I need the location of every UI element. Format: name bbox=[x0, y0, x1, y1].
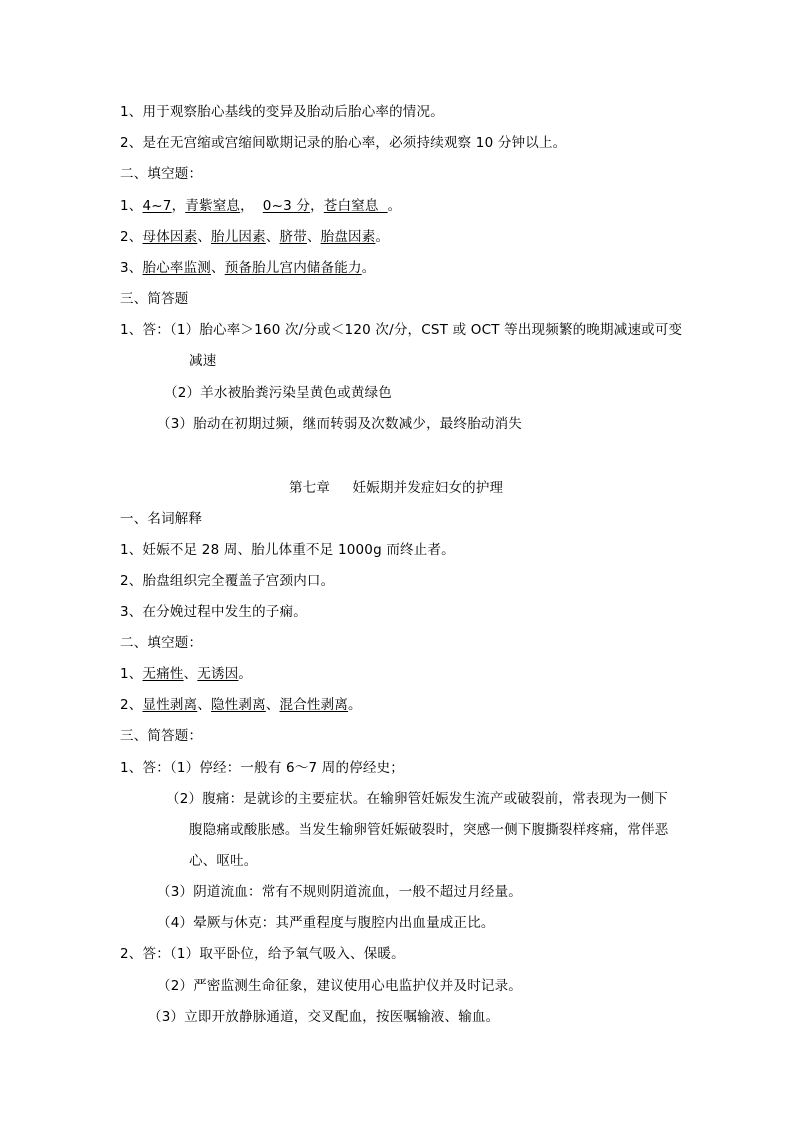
answer-line: （4）晕厥与休克：其严重程度与腹腔内出血量成正比。 bbox=[157, 915, 495, 931]
answer-line: 1、妊娠不足 28 周、胎儿体重不足 1000g 而终止者。 bbox=[120, 542, 455, 558]
answer-line: 1、答：（1）停经：一般有 6～7 周的停经史； bbox=[120, 760, 404, 776]
fill-answer-line: 3、胎心率监测、预备胎儿宫内储备能力。 bbox=[120, 260, 376, 276]
chapter-title: 第七章 妊娠期并发症妇女的护理 bbox=[289, 480, 504, 496]
fill-answer-line: 2、母体因素、胎儿因素、脐带、胎盘因素。 bbox=[120, 229, 390, 245]
answer-line: （3）阴道流血：常有不规则阴道流血，一般不超过月经量。 bbox=[157, 884, 522, 900]
fill-answer-line: 1、4~7，青紫窒息， 0~3 分，苍白窒息 。 bbox=[120, 198, 402, 214]
answer-line: （3）胎动在初期过频，继而转弱及次数减少，最终胎动消失 bbox=[157, 416, 522, 432]
answer-line: 2、是在无宫缩或宫缩间歇期记录的胎心率，必须持续观察 10 分钟以上。 bbox=[120, 135, 567, 151]
answer-line: 心、呕吐。 bbox=[189, 853, 258, 869]
section-heading: 三、简答题： bbox=[120, 728, 203, 744]
answer-line: 1、用于观察胎心基线的变异及胎动后胎心率的情况。 bbox=[120, 104, 444, 120]
answer-line: 1、答：（1）胎心率＞160 次/分或＜120 次/分，CST 或 OCT 等出现频繁的晚期减速或可变 bbox=[120, 322, 683, 338]
section-heading: 二、填空题： bbox=[120, 166, 203, 182]
fill-answer-line: 2、显性剥离、隐性剥离、混合性剥离。 bbox=[120, 697, 362, 713]
section-heading: 二、填空题： bbox=[120, 635, 203, 651]
answer-line: （2）严密监测生命征象，建议使用心电监护仪并及时记录。 bbox=[157, 978, 522, 994]
answer-line: （2）腹痛：是就诊的主要症状。在输卵管妊娠发生流产或破裂前，常表现为一侧下 bbox=[166, 791, 668, 807]
answer-line: 2、答：（1）取平卧位，给予氧气吸入、保暖。 bbox=[120, 946, 405, 962]
answer-line: 3、在分娩过程中发生的子痫。 bbox=[120, 604, 307, 620]
section-heading: 三、简答题 bbox=[120, 291, 189, 307]
fill-answer-line: 1、无痛性、无诱因。 bbox=[120, 666, 253, 682]
answer-line: （2）羊水被胎粪污染呈黄色或黄绿色 bbox=[164, 385, 392, 401]
answer-line: （3）立即开放静脉通道，交叉配血，按医嘱输液、输血。 bbox=[148, 1009, 500, 1025]
answer-line: 腹隐痛或酸胀感。当发生输卵管妊娠破裂时，突感一侧下腹撕裂样疼痛，常伴恶 bbox=[189, 822, 669, 838]
answer-line: 减速 bbox=[189, 353, 217, 369]
section-heading: 一、名词解释 bbox=[120, 511, 203, 527]
answer-line: 2、胎盘组织完全覆盖子宫颈内口。 bbox=[120, 573, 335, 589]
